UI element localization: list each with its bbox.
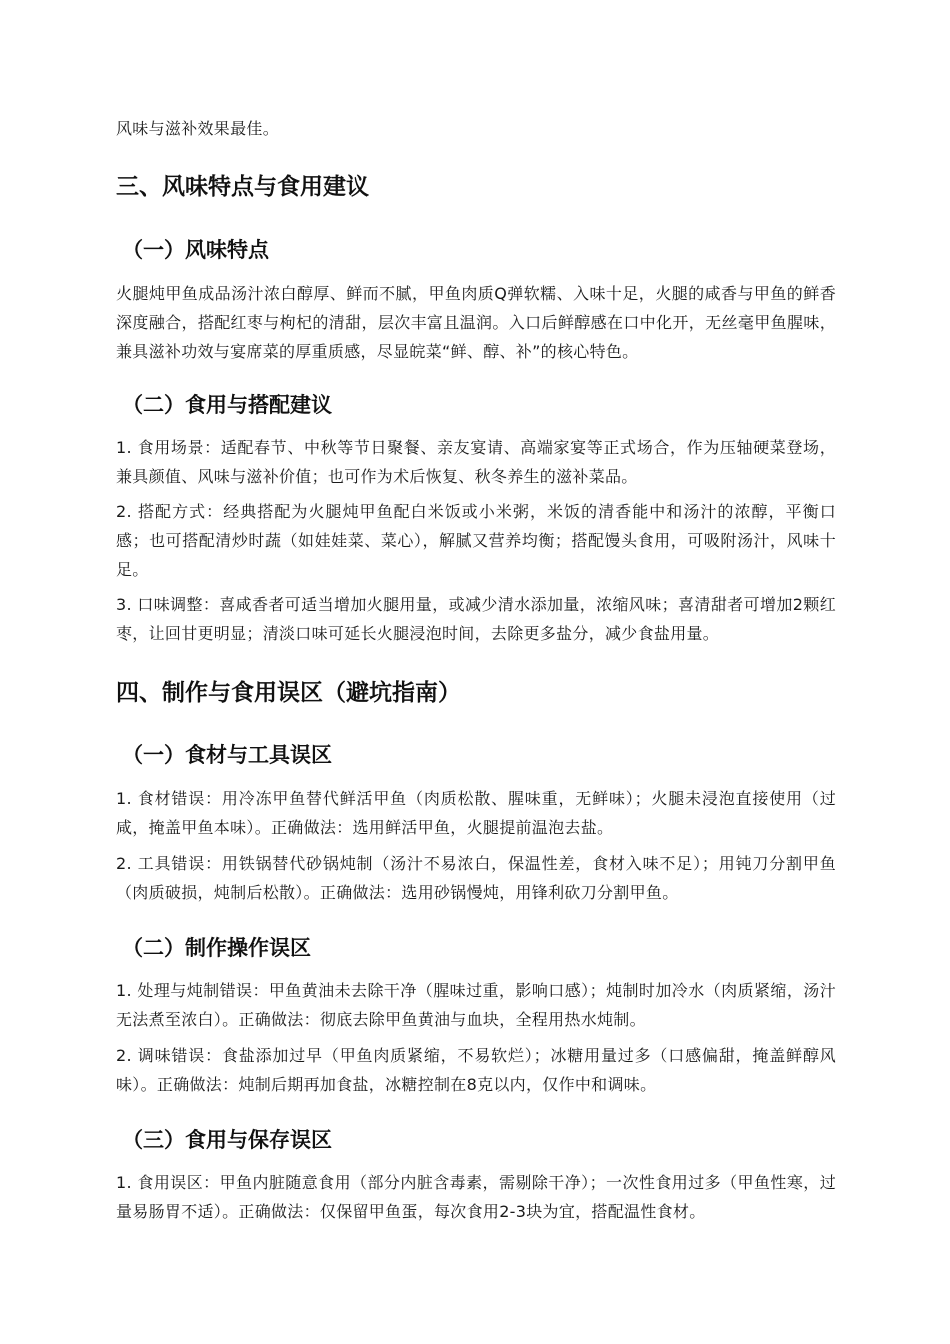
section-3-heading: 三、风味特点与食用建议 — [116, 174, 369, 200]
list-item: 2. 搭配方式：经典搭配为火腿炖甲鱼配白米饭或小米粥，米饭的清香能中和汤汁的浓醇，平衡口感；也可搭配清炒时蔬（如娃娃菜、菜心），解腻又营养均衡；搭配馒头食用，可吸附汤汁，风味十足。 — [116, 502, 836, 579]
list-item: 2. 调味错误：食盐添加过早（甲鱼肉质紧缩，不易软烂）；冰糖用量过多（口感偏甜，掩盖鲜醇风味）。正确做法：炖制后期再加食盐，冰糖控制在8克以内，仅作中和调味。 — [116, 1046, 836, 1094]
subsection-3-2-heading: （二）食用与搭配建议 — [122, 393, 332, 417]
subsection-4-3-heading: （三）食用与保存误区 — [122, 1128, 332, 1152]
list-item: 1. 食用场景：适配春节、中秋等节日聚餐、亲友宴请、高端家宴等正式场合，作为压轴硬菜登场，兼具颜值、风味与滋补价值；也可作为术后恢复、秋冬养生的滋补菜品。 — [116, 438, 836, 486]
paragraph-fragment: 风味与滋补效果最佳。 — [116, 119, 280, 138]
subsection-3-1-heading: （一）风味特点 — [122, 238, 269, 262]
list-item: 1. 食材错误：用冷冻甲鱼替代鲜活甲鱼（肉质松散、腥味重，无鲜味）；火腿未浸泡直接使用（过咸，掩盖甲鱼本味）。正确做法：选用鲜活甲鱼，火腿提前温泡去盐。 — [116, 789, 836, 837]
section-4-heading: 四、制作与食用误区（避坑指南） — [116, 680, 461, 706]
subsection-4-1-heading: （一）食材与工具误区 — [122, 743, 332, 767]
flavor-paragraph: 火腿炖甲鱼成品汤汁浓白醇厚、鲜而不腻，甲鱼肉质Q弹软糯、入味十足，火腿的咸香与甲鱼的鲜香深度融合，搭配红枣与枸杞的清甜，层次丰富且温润。入口后鲜醇感在口中化开，无丝毫甲鱼腥味，兼具滋补功效与宴席菜的厚重质感，尽显皖菜“鲜、醇、补”的核心特色。 — [116, 284, 836, 361]
list-item: 1. 处理与炖制错误：甲鱼黄油未去除干净（腥味过重，影响口感）；炖制时加冷水（肉质紧缩，汤汁无法煮至浓白）。正确做法：彻底去除甲鱼黄油与血块，全程用热水炖制。 — [116, 981, 836, 1029]
subsection-4-2-heading: （二）制作操作误区 — [122, 936, 311, 960]
list-item: 2. 工具错误：用铁锅替代砂锅炖制（汤汁不易浓白，保温性差，食材入味不足）；用钝刀分割甲鱼（肉质破损，炖制后松散）。正确做法：选用砂锅慢炖，用锋利砍刀分割甲鱼。 — [116, 854, 836, 902]
list-item: 3. 口味调整：喜咸香者可适当增加火腿用量，或减少清水添加量，浓缩风味；喜清甜者可增加2颗红枣，让回甘更明显；清淡口味可延长火腿浸泡时间，去除更多盐分，减少食盐用量。 — [116, 595, 836, 643]
list-item: 1. 食用误区：甲鱼内脏随意食用（部分内脏含毒素，需剔除干净）；一次性食用过多（甲鱼性寒，过量易肠胃不适）。正确做法：仅保留甲鱼蛋，每次食用2-3块为宜，搭配温性食材。 — [116, 1173, 836, 1221]
